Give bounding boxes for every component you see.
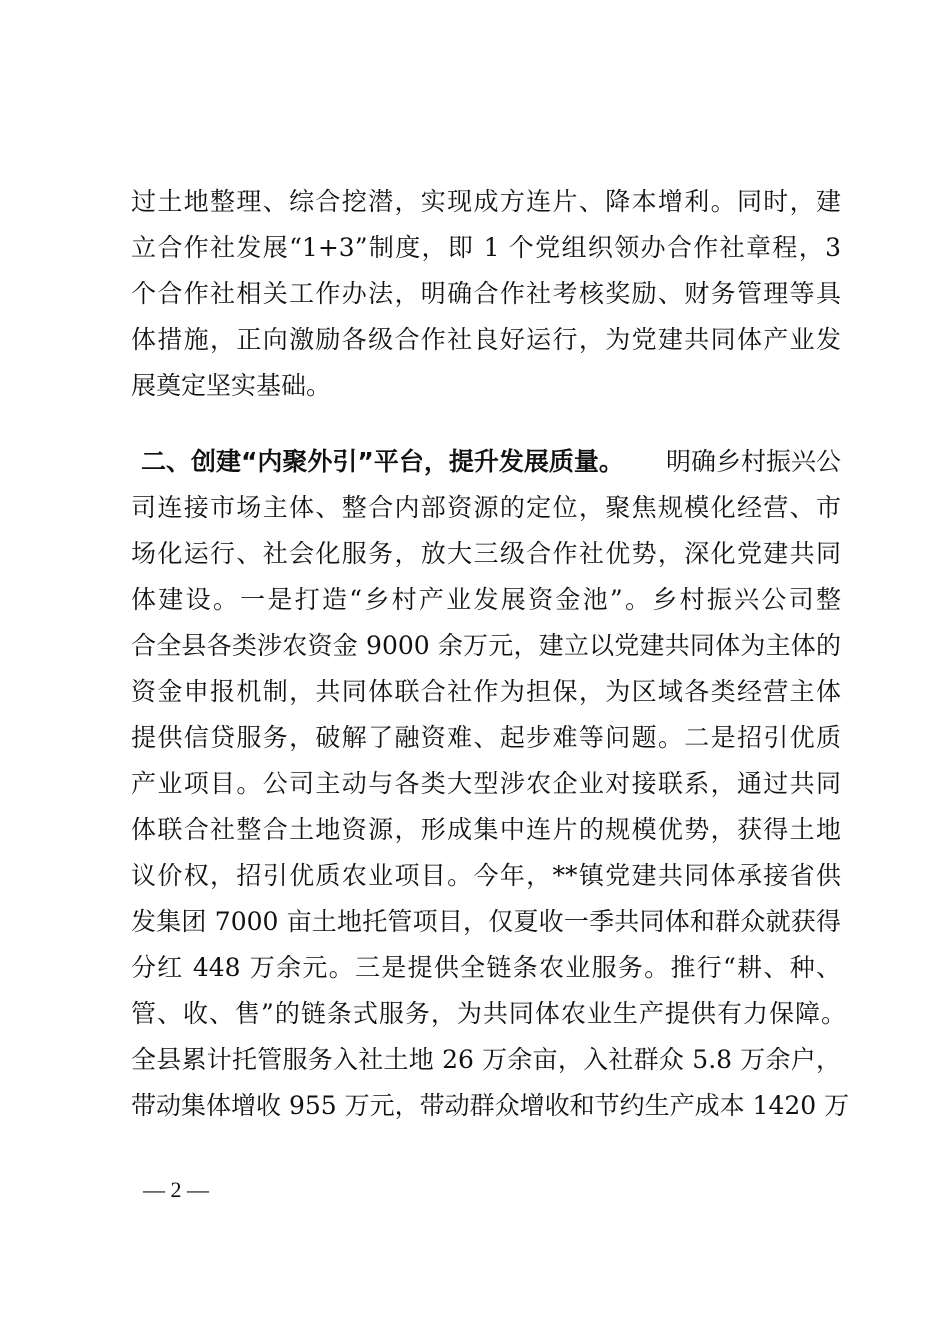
paragraph2-line-14: 全县累计托管服务入社土地 26 万余亩，入社群众 5.8 万余户， [131,1045,841,1074]
paragraph2-line-9: 体联合社整合土地资源，形成集中连片的规模优势，获得土地 [131,815,841,844]
paragraph1-line-1: 过土地整理、综合挖潜，实现成方连片、降本增利。同时，建 [131,187,841,216]
paragraph2-line-13: 管、收、售”的链条式服务，为共同体农业生产提供有力保障。 [131,999,846,1028]
paragraph2-line-7: 提供信贷服务，破解了融资难、起步难等问题。二是招引优质 [131,723,841,752]
paragraph2-line-5: 合全县各类涉农资金 9000 余万元，建立以党建共同体为主体的 [131,631,841,660]
section-heading: 二、创建“内聚外引”平台，提升发展质量。 [141,447,624,476]
paragraph2-line-12: 分红 448 万余元。三是提供全链条农业服务。推行“耕、种、 [131,953,841,982]
paragraph2-line-11: 发集团 7000 亩土地托管项目，仅夏收一季共同体和群众就获得 [131,907,841,936]
paragraph2-line-15: 带动集体增收 955 万元，带动群众增收和节约生产成本 1420 万 [131,1091,850,1120]
paragraph2-line-4: 体建设。一是打造“乡村产业发展资金池”。乡村振兴公司整 [131,585,841,614]
page-number: — 2 — [143,1177,209,1202]
paragraph2-line-8: 产业项目。公司主动与各类大型涉农企业对接联系，通过共同 [131,769,841,798]
paragraph1-line-3: 个合作社相关工作办法，明确合作社考核奖励、财务管理等具 [131,279,841,308]
paragraph2-line-1-text: 明确乡村振兴公 [665,447,841,476]
paragraph1-line-5: 展奠定坚实基础。 [131,371,332,400]
paragraph2-line-10: 议价权，招引优质农业项目。今年，**镇党建共同体承接省供 [131,861,841,890]
paragraph2-line-1 [141,440,841,484]
paragraph2-line-6: 资金申报机制，共同体联合社作为担保，为区域各类经营主体 [131,677,841,706]
paragraph1-line-4: 体措施，正向激励各级合作社良好运行，为党建共同体产业发 [131,325,841,354]
paragraph2-line-3: 场化运行、社会化服务，放大三级合作社优势，深化党建共同 [131,539,841,568]
paragraph2-line-2: 司连接市场主体、整合内部资源的定位，聚焦规模化经营、市 [131,493,841,522]
paragraph1-line-2: 立合作社发展“1+3”制度，即 1 个党组织领办合作社章程，3 [131,233,841,262]
